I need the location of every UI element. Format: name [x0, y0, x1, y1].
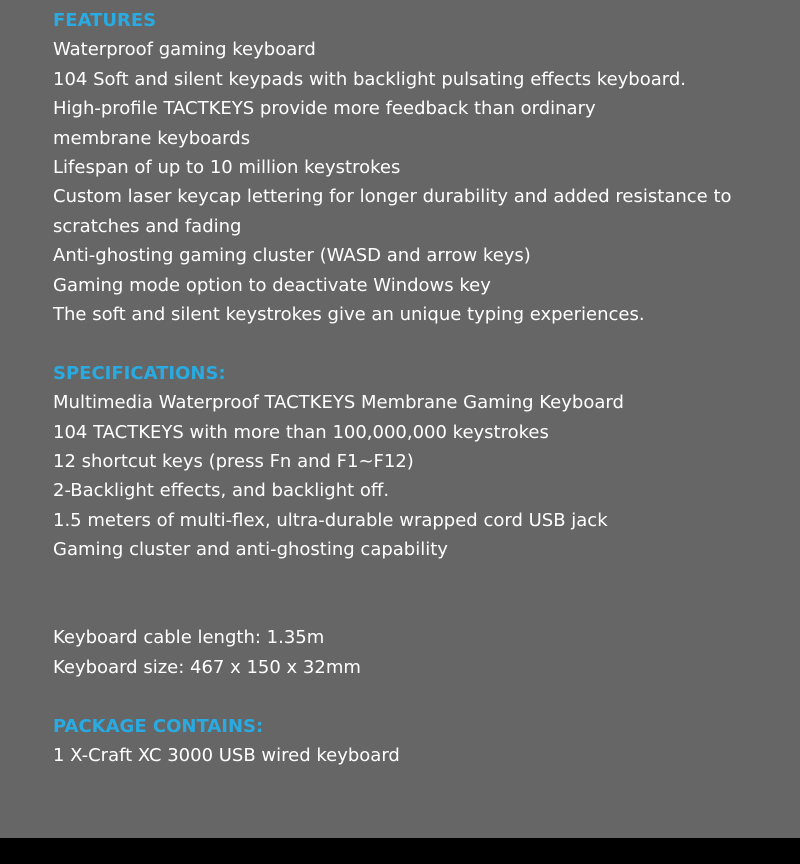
- section-spacer: [53, 594, 793, 623]
- feature-item: High-profile TACTKEYS provide more feedback than ordinary: [53, 98, 596, 120]
- keyboard-size-spec: Keyboard size: 467 x 150 x 32mm: [53, 656, 361, 678]
- section-spacer: [53, 682, 793, 711]
- features-heading: FEATURES: [53, 10, 157, 31]
- cable-length-spec: Keyboard cable length: 1.35m: [53, 627, 325, 649]
- specification-item: 2-Backlight effects, and backlight off.: [53, 480, 390, 502]
- specification-item: 104 TACTKEYS with more than 100,000,000 keystrokes: [53, 421, 549, 443]
- feature-item: Lifespan of up to 10 million keystrokes: [53, 157, 401, 179]
- package-heading: PACKAGE CONTAINS:: [53, 715, 264, 737]
- product-description-content: [53, 6, 793, 771]
- package-item: 1 X-Craft XC 3000 USB wired keyboard: [53, 745, 400, 767]
- specification-item: 12 shortcut keys (press Fn and F1~F12): [53, 451, 414, 473]
- feature-item: scratches and fading: [53, 215, 242, 237]
- specification-item: 1.5 meters of multi-flex, ultra-durable wrapped cord USB jack: [53, 509, 608, 531]
- feature-item: Anti-ghosting gaming cluster (WASD and arrow keys): [53, 245, 531, 267]
- section-spacer: [53, 565, 793, 594]
- feature-item: 104 Soft and silent keypads with backlight pulsating effects keyboard.: [53, 68, 687, 90]
- feature-item: Waterproof gaming keyboard: [53, 39, 316, 61]
- feature-item: Gaming mode option to deactivate Windows key: [53, 274, 491, 296]
- specification-item: Gaming cluster and anti-ghosting capability: [53, 539, 448, 561]
- footer-bar: [0, 838, 800, 864]
- section-spacer: [53, 329, 793, 358]
- specifications-heading: SPECIFICATIONS:: [53, 362, 226, 384]
- feature-item: membrane keyboards: [53, 127, 251, 149]
- specification-item: Multimedia Waterproof TACTKEYS Membrane Gaming Keyboard: [53, 392, 624, 414]
- feature-item: The soft and silent keystrokes give an unique typing experiences.: [53, 304, 645, 326]
- feature-item: Custom laser keycap lettering for longer durability and added resistance to: [53, 186, 732, 208]
